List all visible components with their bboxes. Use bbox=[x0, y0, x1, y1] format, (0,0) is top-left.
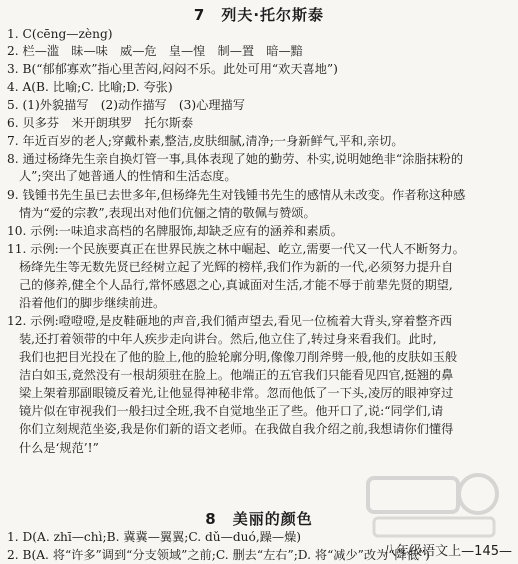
text-line: 沿着他们的脚步继续前进。 bbox=[19, 296, 166, 310]
text-line: 己的修养,健全个人品行,常怀感恩之心,真诚面对生活,才能不辱于前辈先贤的期望, bbox=[19, 278, 453, 292]
text-line: 我们也把目光投在了他的脸上,他的脸轮廓分明,像像刀削斧劈一般,他的皮肤如玉般 bbox=[19, 350, 458, 364]
text-line: 什么是‘规范’!” bbox=[19, 441, 99, 455]
text-line: 你们立刻规范坐姿,我是你们新的语文老师。在我做自我介绍之前,我想请你们懂得 bbox=[19, 422, 454, 436]
text-line: 9. 钱锺书先生虽已去世多年,但杨绛先生对钱锺书先生的感情从未改变。作者称这种感 bbox=[7, 188, 466, 202]
text-line: 10. 示例:一味追求高档的名牌服饰,却缺乏应有的涵养和素质。 bbox=[7, 224, 343, 238]
text-line: 人”;突出了她普通人的性情和生活态度。 bbox=[19, 169, 237, 183]
section-title-7: 7 列夫·托尔斯泰 bbox=[193, 6, 325, 24]
text-line: 1. C(cēng—zèng) bbox=[7, 27, 113, 41]
text-line: 5. (1)外貌描写 (2)动作描写 (3)心理描写 bbox=[7, 98, 245, 112]
page-footer: 八年级语文上—145— bbox=[383, 544, 512, 559]
section-title-8: 8 美丽的颜色 bbox=[205, 510, 313, 528]
text-line: 洁白如玉,竟然没有一根胡须驻在脸上。他端正的五官我们只能看见四官,挺翘的鼻 bbox=[19, 368, 454, 382]
text-line: 2. B(A. 将“许多”调到“分支领域”之前;C. 删去“左右”;D. 将“减少”改为“降低”) bbox=[7, 548, 430, 562]
text-line: 4. A(B. 比喻;C. 比喻;D. 夸张) bbox=[7, 80, 173, 94]
text-line: 情为“爱的宗教”,表现出对他们伉俪之情的敬佩与赞颂。 bbox=[19, 206, 316, 220]
text-line: 杨绛先生等无数先贤已经树立起了光辉的榜样,我们作为新的一代,必须努力提升自 bbox=[19, 260, 454, 274]
text-line: 2. 栏—滥 昧—味 威—危 皇—惶 制—置 暗—黯 bbox=[7, 44, 303, 58]
text-line: 8. 通过杨绛先生亲自换灯管一事,具体表现了她的勤劳、朴实,说明她绝非“涂脂抹粉的 bbox=[7, 152, 464, 166]
text-line: 7. 年近百岁的老人;穿戴朴素,整洁,皮肤细腻,清净;一身新鲜气,平和,亲切。 bbox=[7, 134, 404, 148]
text-line: 6. 贝多芬 米开朗琪罗 托尔斯泰 bbox=[7, 116, 194, 130]
text-line: 装,还打着领带的中年人疾步走向讲台。然后,他立住了,转过身来看我们。此时, bbox=[19, 332, 437, 346]
text-line: 11. 示例:一个民族要真正在世界民族之林中崛起、屹立,需要一代又一代人不断努力。 bbox=[7, 242, 465, 256]
text-line: 1. D(A. zhī—chì;B. 冀冀—翼翼;C. dǔ—duó,躁—燥) bbox=[7, 530, 302, 544]
text-line: 3. B(“郁郁寡欢”指心里苦闷,闷闷不乐。此处可用“欢天喜地”) bbox=[7, 62, 338, 76]
text-line: 镜片似在审视我们一般扫过全班,我不自觉地坐正了些。他开口了,说:“同学们,请 bbox=[19, 404, 444, 418]
text-line: 梁上架着那副眼镜反着光,让他显得神秘非常。忽而他低了一下头,凌厉的眼神穿过 bbox=[19, 386, 454, 400]
text-line: 12. 示例:噔噔噔,是皮鞋砸地的声音,我们循声望去,看见一位梳着大背头,穿着整齐西 bbox=[7, 314, 453, 328]
